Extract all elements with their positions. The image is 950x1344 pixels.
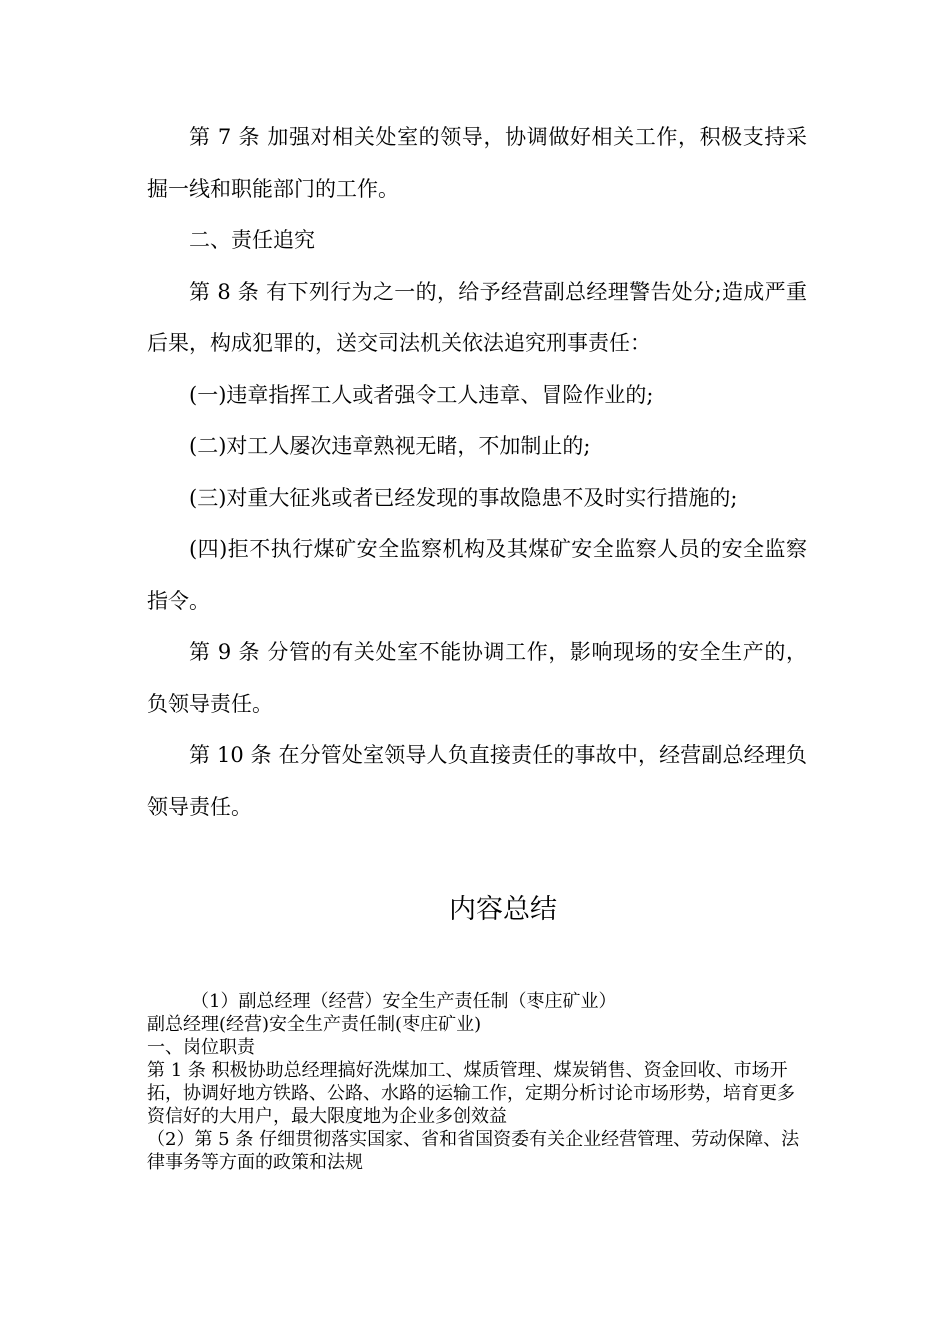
summary-line-1: （1）副总经理（经营）安全生产责任制（枣庄矿业）	[191, 991, 617, 1012]
list-item-2: (二)对工人屡次违章熟视无睹，不加制止的;	[189, 434, 591, 458]
article-7-paragraph: 第 7 条 加强对相关处室的领导，协调做好相关工作，积极支持采掘一线和职能部门的工作。	[147, 125, 807, 201]
list-item-4: (四)拒不执行煤矿安全监察机构及其煤矿安全监察人员的安全监察指令。	[147, 537, 807, 613]
list-item-1: (一)违章指挥工人或者强令工人违章、冒险作业的;	[189, 382, 654, 407]
article-8-paragraph: 第 8 条 有下列行为之一的，给予经营副总经理警告处分;造成严重后果，构成犯罪的，送交司法机关依法追究刑事责任：	[147, 279, 807, 355]
article-body	[147, 112, 807, 833]
summary-body	[147, 990, 812, 1174]
summary-line-2: 副总经理(经营)安全生产责任制(枣庄矿业)	[147, 1014, 482, 1035]
article-10-paragraph: 第 10 条 在分管处室领导人负直接责任的事故中，经营副总经理负领导责任。	[147, 743, 807, 819]
summary-line-5: （2）第 5 条 仔细贯彻落实国家、省和省国资委有关企业经营管理、劳动保障、法律事务等方面的政策和法规	[147, 1129, 800, 1173]
summary-line-3: 一、岗位职责	[147, 1037, 255, 1058]
section-heading-responsibility: 二、责任追究	[189, 228, 315, 252]
summary-title: 内容总结	[449, 894, 557, 925]
list-item-3: (三)对重大征兆或者已经发现的事故隐患不及时实行措施的;	[189, 485, 738, 510]
article-9-paragraph: 第 9 条 分管的有关处室不能协调工作，影响现场的安全生产的，负领导责任。	[147, 640, 807, 716]
summary-line-4: 第 1 条 积极协助总经理搞好洗煤加工、煤质管理、煤炭销售、资金回收、市场开拓，协调好地方铁路、公路、水路的运输工作，定期分析讨论市场形势，培育更多资信好的大用户，最大限度地为企业多创效益	[147, 1060, 795, 1127]
